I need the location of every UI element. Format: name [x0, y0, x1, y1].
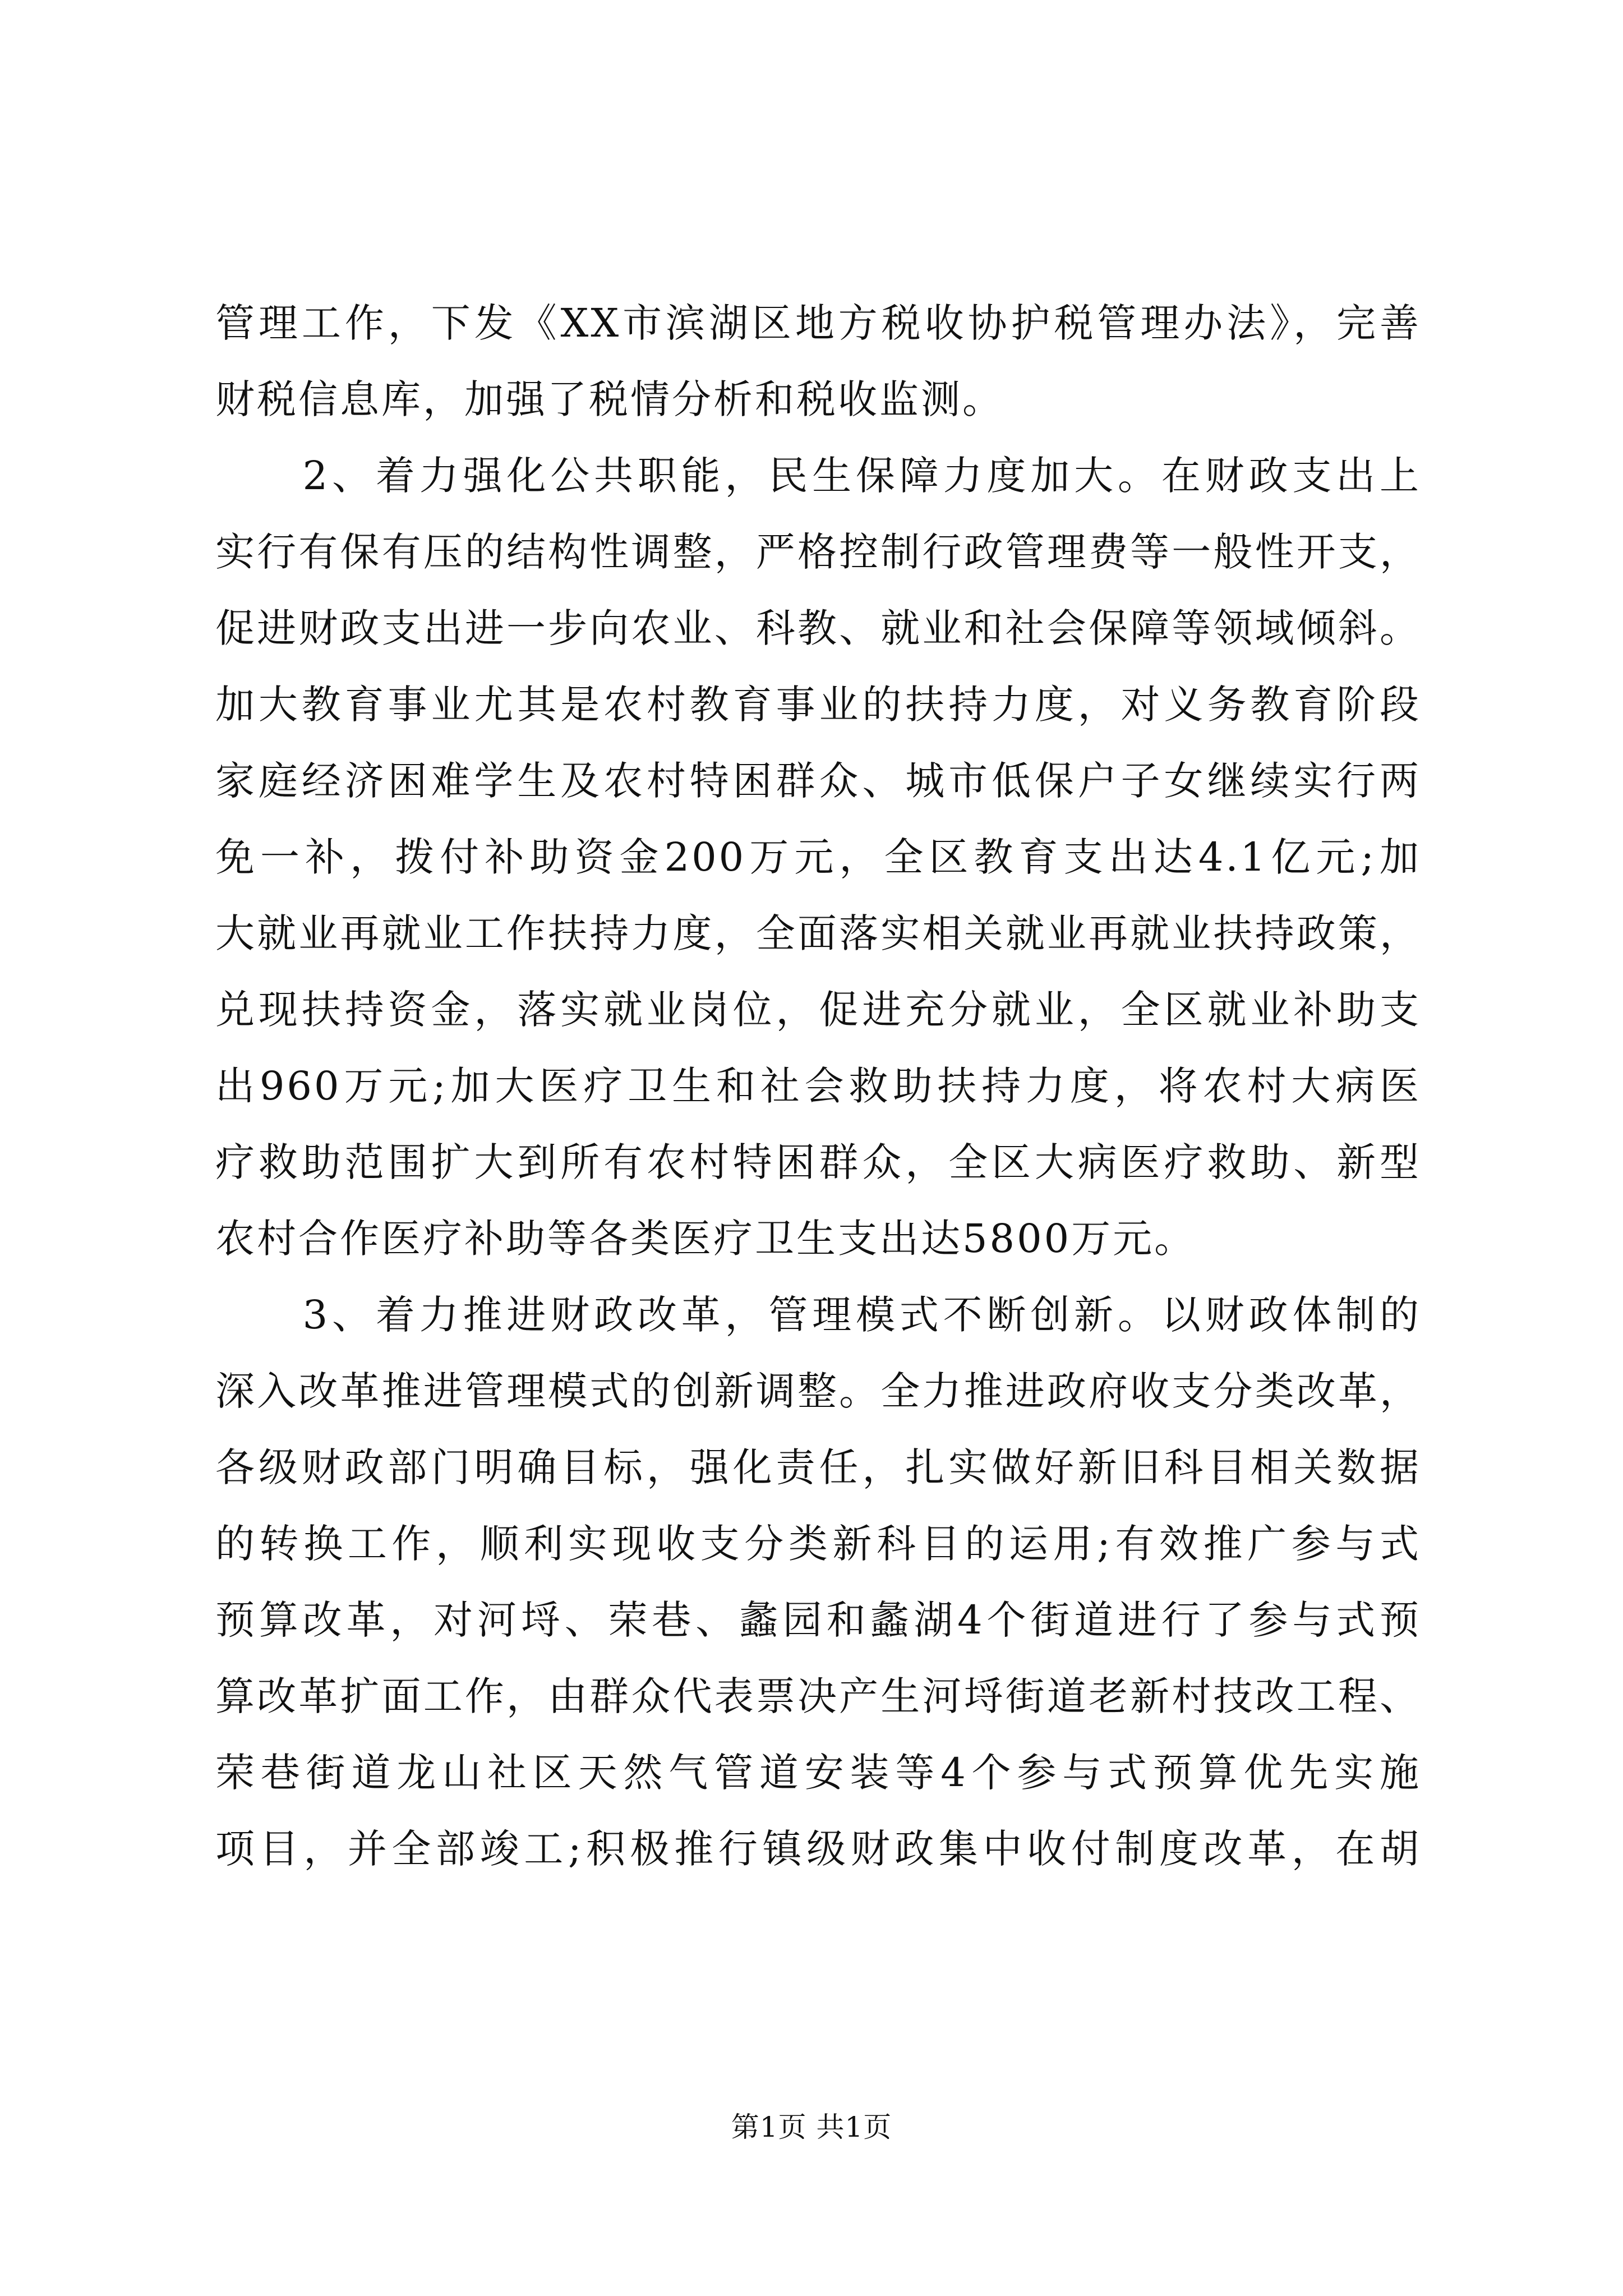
text-line: 各级财政部门明确目标，强化责任，扎实做好新旧科目相关数据 — [215, 1444, 1421, 1490]
text-line: 大就业再就业工作扶持力度，全面落实相关就业再就业扶持政策， — [215, 910, 1421, 956]
text-line: 项目，并全部竣工;积极推行镇级财政集中收付制度改革，在胡 — [215, 1826, 1421, 1872]
text-line: 疗救助范围扩大到所有农村特困群众，全区大病医疗救助、新型 — [215, 1139, 1421, 1185]
text-line: 出960万元;加大医疗卫生和社会救助扶持力度，将农村大病医 — [215, 1063, 1421, 1109]
text-line: 加大教育事业尤其是农村教育事业的扶持力度，对义务教育阶段 — [215, 682, 1421, 728]
text-line: 荣巷街道龙山社区天然气管道安装等4个参与式预算优先实施 — [215, 1750, 1421, 1796]
text-line: 兑现扶持资金，落实就业岗位，促进充分就业，全区就业补助支 — [215, 987, 1421, 1033]
text-line: 的转换工作，顺利实现收支分类新科目的运用;有效推广参与式 — [215, 1521, 1421, 1567]
text-line: 预算改革，对河埒、荣巷、蠡园和蠡湖4个街道进行了参与式预 — [215, 1597, 1421, 1643]
text-line: 深入改革推进管理模式的创新调整。全力推进政府收支分类改革， — [215, 1368, 1421, 1414]
text-line: 农村合作医疗补助等各类医疗卫生支出达5800万元。 — [215, 1216, 1196, 1262]
text-line: 免一补，拨付补助资金200万元，全区教育支出达4.1亿元;加 — [215, 834, 1421, 880]
body-text — [215, 285, 1421, 1887]
page-footer: 第1页 共1页 — [731, 2111, 892, 2143]
text-line: 3、着力推进财政改革，管理模式不断创新。以财政体制的 — [215, 1292, 1421, 1338]
text-line: 促进财政支出进一步向农业、科教、就业和社会保障等领域倾斜。 — [215, 605, 1421, 651]
text-line: 家庭经济困难学生及农村特困群众、城市低保户子女继续实行两 — [215, 758, 1421, 804]
text-line: 管理工作，下发《XX市滨湖区地方税收协护税管理办法》，完善 — [215, 300, 1421, 346]
text-line: 财税信息库，加强了税情分析和税收监测。 — [215, 376, 1004, 422]
text-line: 实行有保有压的结构性调整，严格控制行政管理费等一般性开支， — [215, 529, 1421, 575]
text-line: 2、着力强化公共职能，民生保障力度加大。在财政支出上 — [215, 453, 1421, 499]
text-line: 算改革扩面工作，由群众代表票决产生河埒街道老新村技改工程、 — [215, 1673, 1421, 1719]
